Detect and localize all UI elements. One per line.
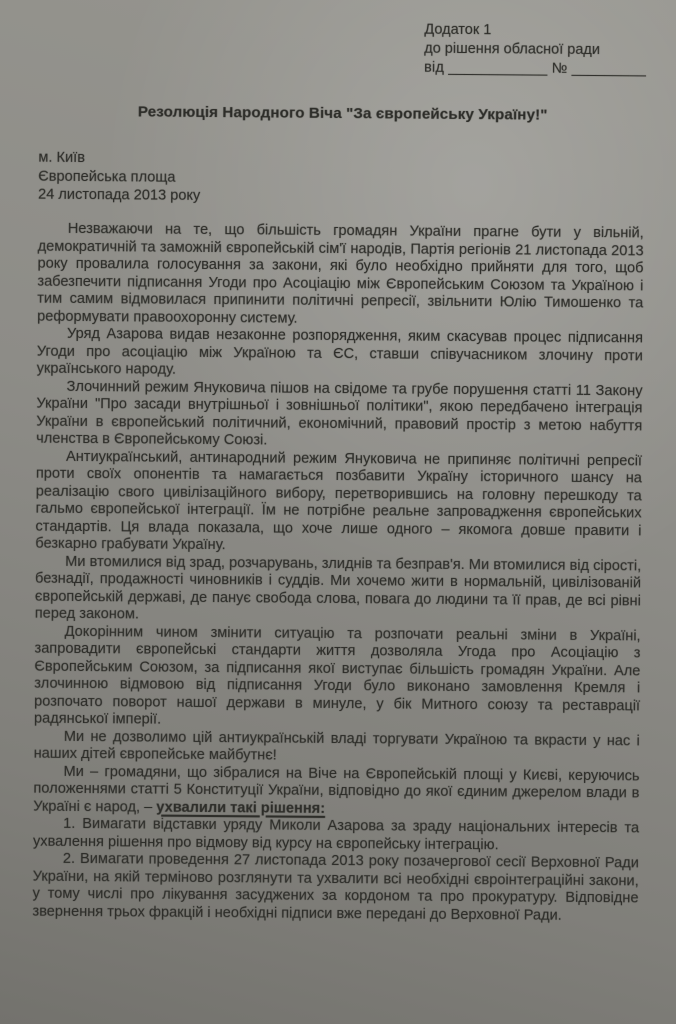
resolution-item-1: 1. Вимагати відставки уряду Миколи Азарова за зраду національних інтересів та ухвалення рішення про відмову від курсу на європейську інтеграцію.: [32, 815, 640, 853]
paragraph-3: Злочинний режим Януковича пішов на свідоме та грубе порушення статті 11 Закону України "Про засади внутрішньої і зовнішньої політики", якою передбачено інтеграція України в європейський політичний, економічний, правовий простір з метою набуття членства в Європейському Союзі.: [36, 378, 643, 449]
paragraph-2: Уряд Азарова видав незаконне розпорядження, яким скасував процес підписання Угоди про асоціацію між Україною та ЄС, ставши співучасником злочину проти українського народу.: [36, 325, 644, 378]
annex-line-1: Додаток 1: [424, 21, 492, 39]
dateline-city: м. Київ: [38, 149, 86, 167]
paragraph-4: Антиукраїнський, антинародний режим Януковича не припиняє політичні репресії проти своїх опонентів та намагається позбавити Україну історичного шансу на реалізацію свого цивілізаційного вибору, перетворившись на головну перешкоду та гальмо європейської інтеграції. Їм не потрібне реальне запровадження європейських стандартів. Ця влада показала, що хоче лише одного – якомога довше правити і безкарно грабувати Україну.: [35, 448, 643, 554]
resolution-paragraph: [33, 763, 639, 820]
paragraph-7: Ми не дозволимо цій антиукраїнській владі торгувати Україною та вкрасти у нас і наших дітей європейське майбутнє!: [33, 728, 640, 764]
document-body: [32, 221, 643, 926]
resolution-item-2: 2. Вимагати проведення 27 листопада 2013 року позачергової сесії Верховної Ради України, на якій терміново розглянути та ухвалити всі необхідні євроінтеграційні закони, у тому числі про лікування засуджених за кордоном та про прокуратуру. Відповідне звернення трьох фракцій і необхідні підписи вже передані до Верховної Ради.: [32, 850, 639, 924]
annex-blank-line: від ____________ № _________: [424, 59, 647, 78]
paragraph-1: Незважаючи на те, що більшість громадян України прагне бути у вільній, демократичній та заможній європейській сім'ї народів, Партія регіонів 21 листопада 2013 року провалила голосування за закони, які було необхідно прийняти для того, щоб забезпечити підписання Угоди про Асоціацію між Європейським Союзом та Україною і тим самим відмовилася припинити політичні репресії, звільнити Юлію Тимошенко та реформувати правоохоронну систему.: [37, 220, 644, 327]
annex-note: [424, 21, 646, 80]
dateline-place: Європейська площа: [38, 168, 176, 186]
dateline-date: 24 листопада 2013 року: [38, 186, 201, 205]
paragraph-6: Докорінним чином змінити ситуацію та розпочати реальні зміни в Україні, запровадити європейські стандарти життя дозволяла Угода про Асоціацію з Європейським Союзом, за підписання якої виступає більшість громадян України. Але злочинною відмовою від підписання Угоди було виконано замовлення Кремля і розпочато поворот нашої держави в минуле, у бік Митного союзу та реставрації радянської імперії.: [33, 623, 641, 728]
annex-line-2: до рішення обласної ради: [424, 40, 601, 59]
dateline: [38, 149, 201, 206]
paragraph-5: Ми втомилися від зрад, розчарувань, злиднів та безправ'я. Ми втомилися від сірості, безнадії, продажності чиновників і суддів. Ми хочемо жити в нормальній, цивілізованій європейській державі, де панує свобода слова, повага до людини та її прав, де всі рівні перед законом.: [34, 553, 642, 623]
resolution-lead: Ми – громадяни, що зібралися на Віче на Європейській площі у Києві, керуючись положеннями статті 5 Конституції України, відповідно до якої єдиним джерелом влади в Україні є народ, –: [33, 763, 640, 816]
document-title: Резолюція Народного Віча "За європейську Україну!": [137, 103, 548, 124]
resolution-emphasis: ухвалили такі рішення:: [156, 799, 326, 817]
